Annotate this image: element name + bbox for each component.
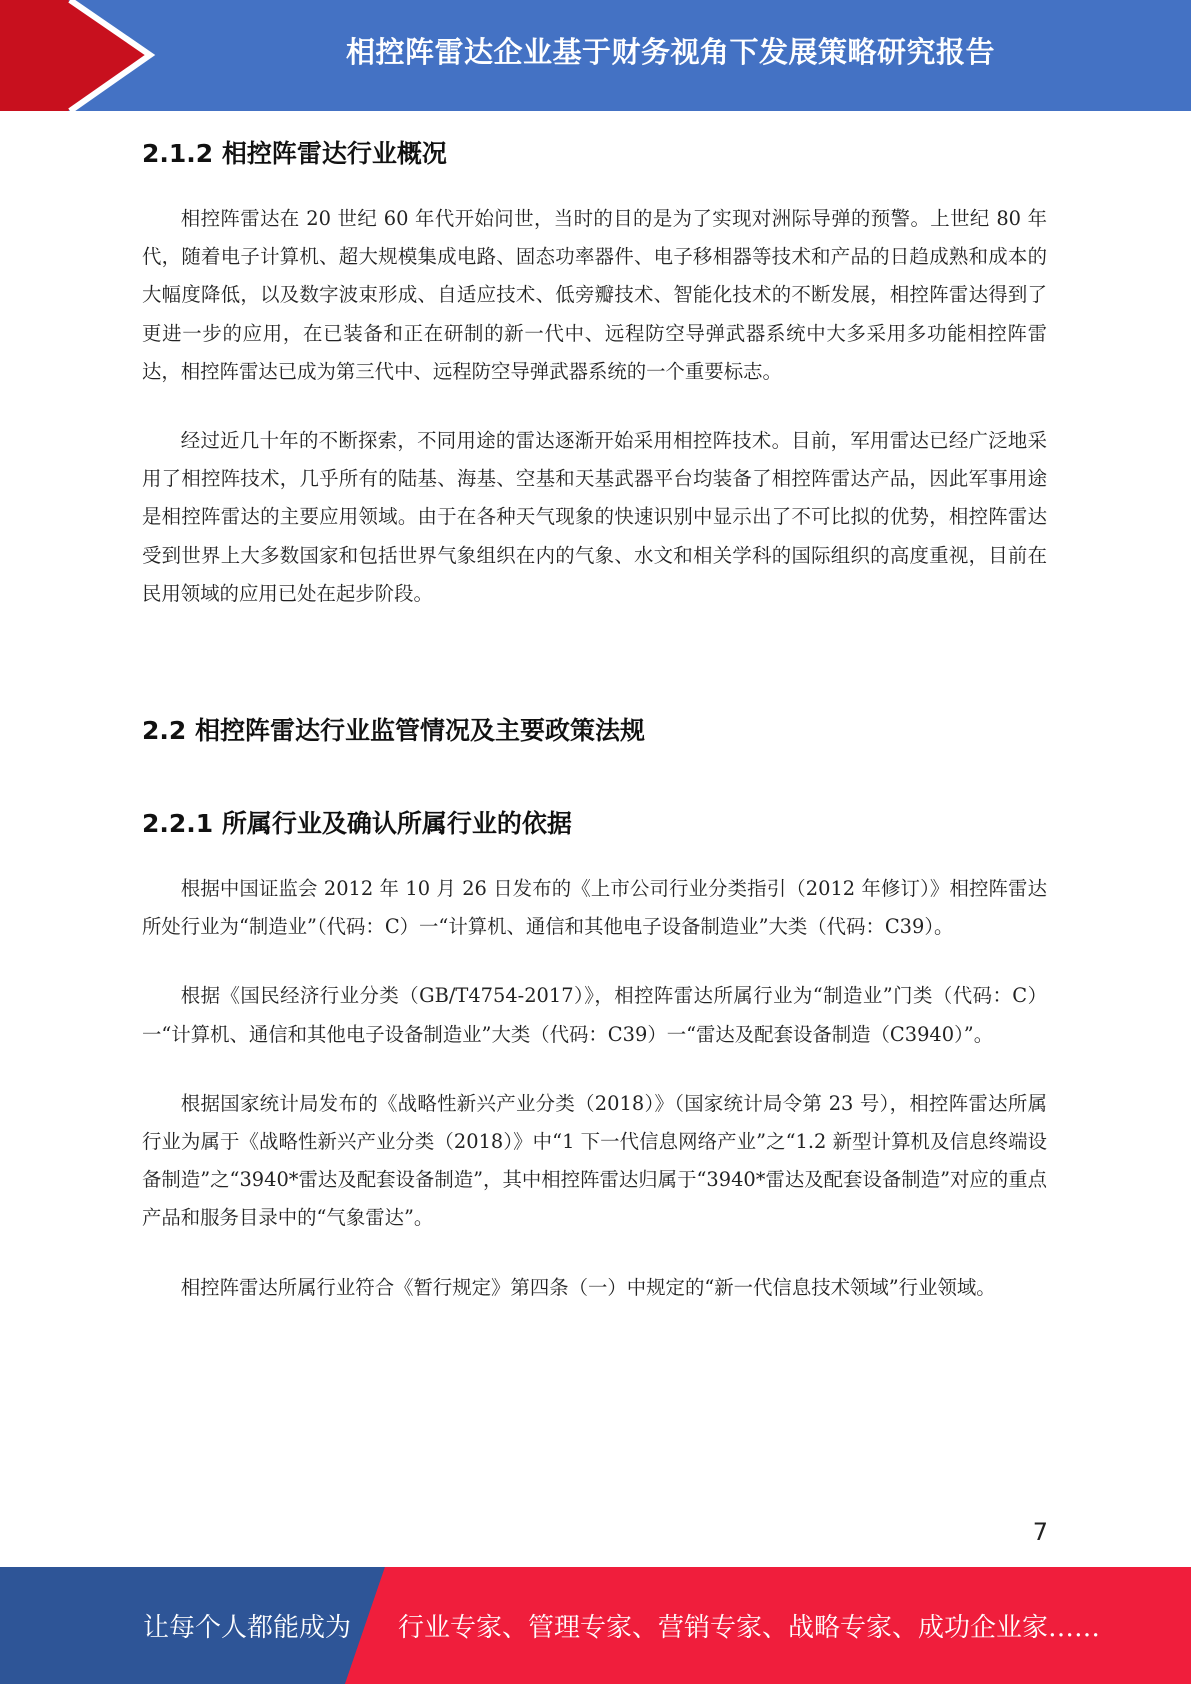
header-chevron-decoration — [0, 0, 160, 111]
section-heading-2-1-2: 2.1.2 相控阵雷达行业概况 — [142, 139, 447, 168]
body-paragraph: 相控阵雷达所属行业符合《暂行规定》第四条（一）中规定的“新一代信息技术领域”行业领域。 — [180, 1275, 996, 1299]
body-paragraph: 相控阵雷达在 20 世纪 60 年代开始问世，当时的目的是为了实现对洲际导弹的预警。上世纪 80 年代，随着电子计算机、超大规模集成电路、固态功率器件、电子移相器等技术和产品的日趋成熟和成本的大幅度降低，以及数字波束形成、自适应技术、低旁瓣技术、智能化技术的不断发展，相控阵雷达得到了更进一步的应用，在已装备和正在研制的新一代中、远程防空导弹武器系统中大多采用多功能相控阵雷达，相控阵雷达已成为第三代中、远程防空导弹武器系统的一个重要标志。 — [142, 207, 1047, 383]
footer-slogan-right: 行业专家、管理专家、营销专家、战略专家、成功企业家…… — [398, 1613, 1101, 1643]
document-body — [142, 120, 1047, 1307]
footer-slogan-left: 让每个人都能成为 — [143, 1613, 352, 1643]
body-paragraph: 根据国家统计局发布的《战略性新兴产业分类（2018）》（国家统计局令第 23 号），相控阵雷达所属行业为属于《战略性新兴产业分类（2018）》中“1 下一代信息网络产业”之“1.2 新型计算机及信息终端设备制造”之“3940*雷达及配套设备制造”，其中相控阵雷达归属于“3940*雷达及配套设备制造”对应的重点产品和服务目录中的“气象雷达”。 — [142, 1091, 1047, 1230]
body-paragraph: 经过近几十年的不断探索，不同用途的雷达逐渐开始采用相控阵技术。目前，军用雷达已经广泛地采用了相控阵技术，几乎所有的陆基、海基、空基和天基武器平台均装备了相控阵雷达产品，因此军事用途是相控阵雷达的主要应用领域。由于在各种天气现象的快速识别中显示出了不可比拟的优势，相控阵雷达受到世界上大多数国家和包括世界气象组织在内的气象、水文和相关学科的国际组织的高度重视，目前在民用领域的应用已处在起步阶段。 — [142, 429, 1047, 605]
section-heading-2-2-1: 2.2.1 所属行业及确认所属行业的依据 — [142, 809, 572, 839]
page-number: 7 — [1032, 1518, 1048, 1546]
section-heading-2-2: 2.2 相控阵雷达行业监管情况及主要政策法规 — [142, 716, 645, 746]
page-footer — [0, 1567, 1191, 1684]
page-header — [0, 0, 1191, 111]
body-paragraph: 根据中国证监会 2012 年 10 月 26 日发布的《上市公司行业分类指引（2012 年修订）》相控阵雷达所处行业为“制造业”（代码：C）一“计算机、通信和其他电子设备制造业”大类（代码：C39）。 — [142, 877, 1047, 939]
report-title: 相控阵雷达企业基于财务视角下发展策略研究报告 — [345, 34, 995, 69]
body-paragraph: 根据《国民经济行业分类（GB/T4754-2017）》，相控阵雷达所属行业为“制造业”门类（代码：C）一“计算机、通信和其他电子设备制造业”大类（代码：C39）一“雷达及配套设备制造（C3940）”。 — [142, 984, 1047, 1046]
